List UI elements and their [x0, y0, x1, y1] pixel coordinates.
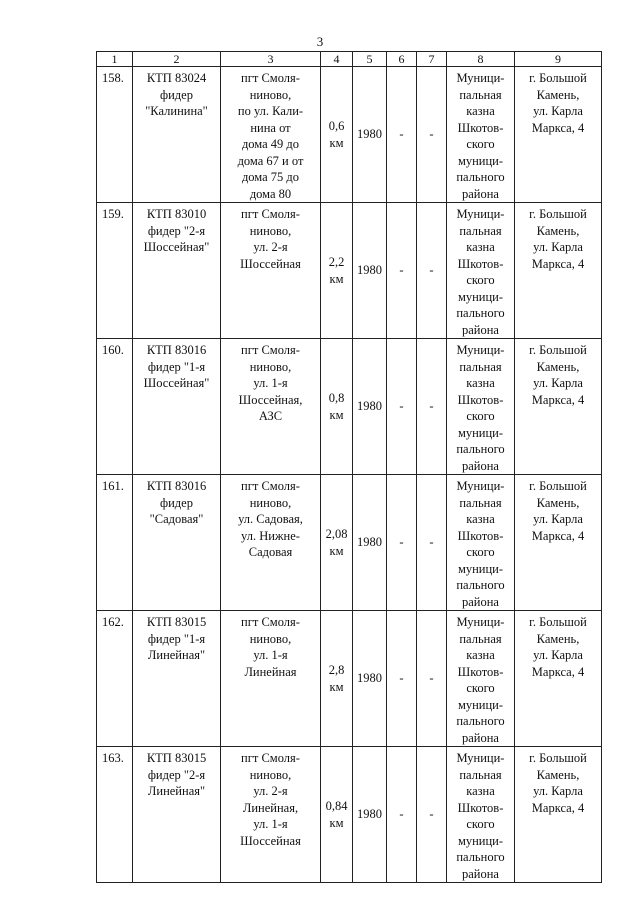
object-name: КТП 83015 фидер "2-я Линейная": [133, 747, 221, 883]
object-length: 0,6 км: [321, 67, 353, 203]
column-6-value: -: [387, 611, 417, 747]
object-length: 2,8 км: [321, 611, 353, 747]
owner: Муници- пальная казна Шкотов- ского муници- пального района: [447, 339, 515, 475]
column-6-value: -: [387, 475, 417, 611]
object-name: КТП 83024 фидер "Калинина": [133, 67, 221, 203]
row-number: 163.: [97, 747, 133, 883]
table-row: [97, 67, 602, 203]
object-address: пгт Смоля- ниново, ул. Садовая, ул. Нижне- Садовая: [221, 475, 321, 611]
column-header: 6: [387, 52, 417, 67]
column-header: 5: [353, 52, 387, 67]
column-header: 3: [221, 52, 321, 67]
object-length: 0,84 км: [321, 747, 353, 883]
object-name: КТП 83010 фидер "2-я Шоссейная": [133, 203, 221, 339]
object-name: КТП 83016 фидер "Садовая": [133, 475, 221, 611]
header-row: [97, 52, 602, 67]
object-address: пгт Смоля- ниново, по ул. Кали- нина от дома 49 до дома 67 и от дома 75 до дома 80: [221, 67, 321, 203]
owner-address: г. Большой Камень, ул. Карла Маркса, 4: [515, 339, 602, 475]
owner: Муници- пальная казна Шкотов- ского муници- пального района: [447, 747, 515, 883]
object-length: 2,2 км: [321, 203, 353, 339]
property-table: [96, 51, 602, 883]
column-header: 2: [133, 52, 221, 67]
object-address: пгт Смоля- ниново, ул. 2-я Линейная, ул. 1-я Шоссейная: [221, 747, 321, 883]
table-row: [97, 203, 602, 339]
object-length: 0,8 км: [321, 339, 353, 475]
row-number: 161.: [97, 475, 133, 611]
row-number: 160.: [97, 339, 133, 475]
row-number: 158.: [97, 67, 133, 203]
column-7-value: -: [417, 339, 447, 475]
column-7-value: -: [417, 475, 447, 611]
column-header: 1: [97, 52, 133, 67]
object-year: 1980: [353, 67, 387, 203]
owner-address: г. Большой Камень, ул. Карла Маркса, 4: [515, 475, 602, 611]
column-header: 7: [417, 52, 447, 67]
table-row: [97, 475, 602, 611]
object-year: 1980: [353, 747, 387, 883]
row-number: 162.: [97, 611, 133, 747]
object-year: 1980: [353, 339, 387, 475]
column-7-value: -: [417, 67, 447, 203]
column-6-value: -: [387, 203, 417, 339]
column-6-value: -: [387, 67, 417, 203]
object-name: КТП 83015 фидер "1-я Линейная": [133, 611, 221, 747]
owner: Муници- пальная казна Шкотов- ского муници- пального района: [447, 203, 515, 339]
column-header: 9: [515, 52, 602, 67]
row-number: 159.: [97, 203, 133, 339]
owner: Муници- пальная казна Шкотов- ского муници- пального района: [447, 475, 515, 611]
column-6-value: -: [387, 747, 417, 883]
column-header: 4: [321, 52, 353, 67]
column-7-value: -: [417, 203, 447, 339]
object-year: 1980: [353, 611, 387, 747]
owner-address: г. Большой Камень, ул. Карла Маркса, 4: [515, 747, 602, 883]
column-7-value: -: [417, 611, 447, 747]
column-7-value: -: [417, 747, 447, 883]
object-address: пгт Смоля- ниново, ул. 1-я Линейная: [221, 611, 321, 747]
object-address: пгт Смоля- ниново, ул. 2-я Шоссейная: [221, 203, 321, 339]
object-length: 2,08 км: [321, 475, 353, 611]
page-number: 3: [316, 34, 324, 49]
owner-address: г. Большой Камень, ул. Карла Маркса, 4: [515, 611, 602, 747]
object-name: КТП 83016 фидер "1-я Шоссейная": [133, 339, 221, 475]
table-row: [97, 339, 602, 475]
owner-address: г. Большой Камень, ул. Карла Маркса, 4: [515, 203, 602, 339]
object-year: 1980: [353, 203, 387, 339]
column-6-value: -: [387, 339, 417, 475]
object-address: пгт Смоля- ниново, ул. 1-я Шоссейная, АЗС: [221, 339, 321, 475]
table-row: [97, 747, 602, 883]
object-year: 1980: [353, 475, 387, 611]
column-header: 8: [447, 52, 515, 67]
owner: Муници- пальная казна Шкотов- ского муници- пального района: [447, 67, 515, 203]
table-row: [97, 611, 602, 747]
owner-address: г. Большой Камень, ул. Карла Маркса, 4: [515, 67, 602, 203]
owner: Муници- пальная казна Шкотов- ского муници- пального района: [447, 611, 515, 747]
